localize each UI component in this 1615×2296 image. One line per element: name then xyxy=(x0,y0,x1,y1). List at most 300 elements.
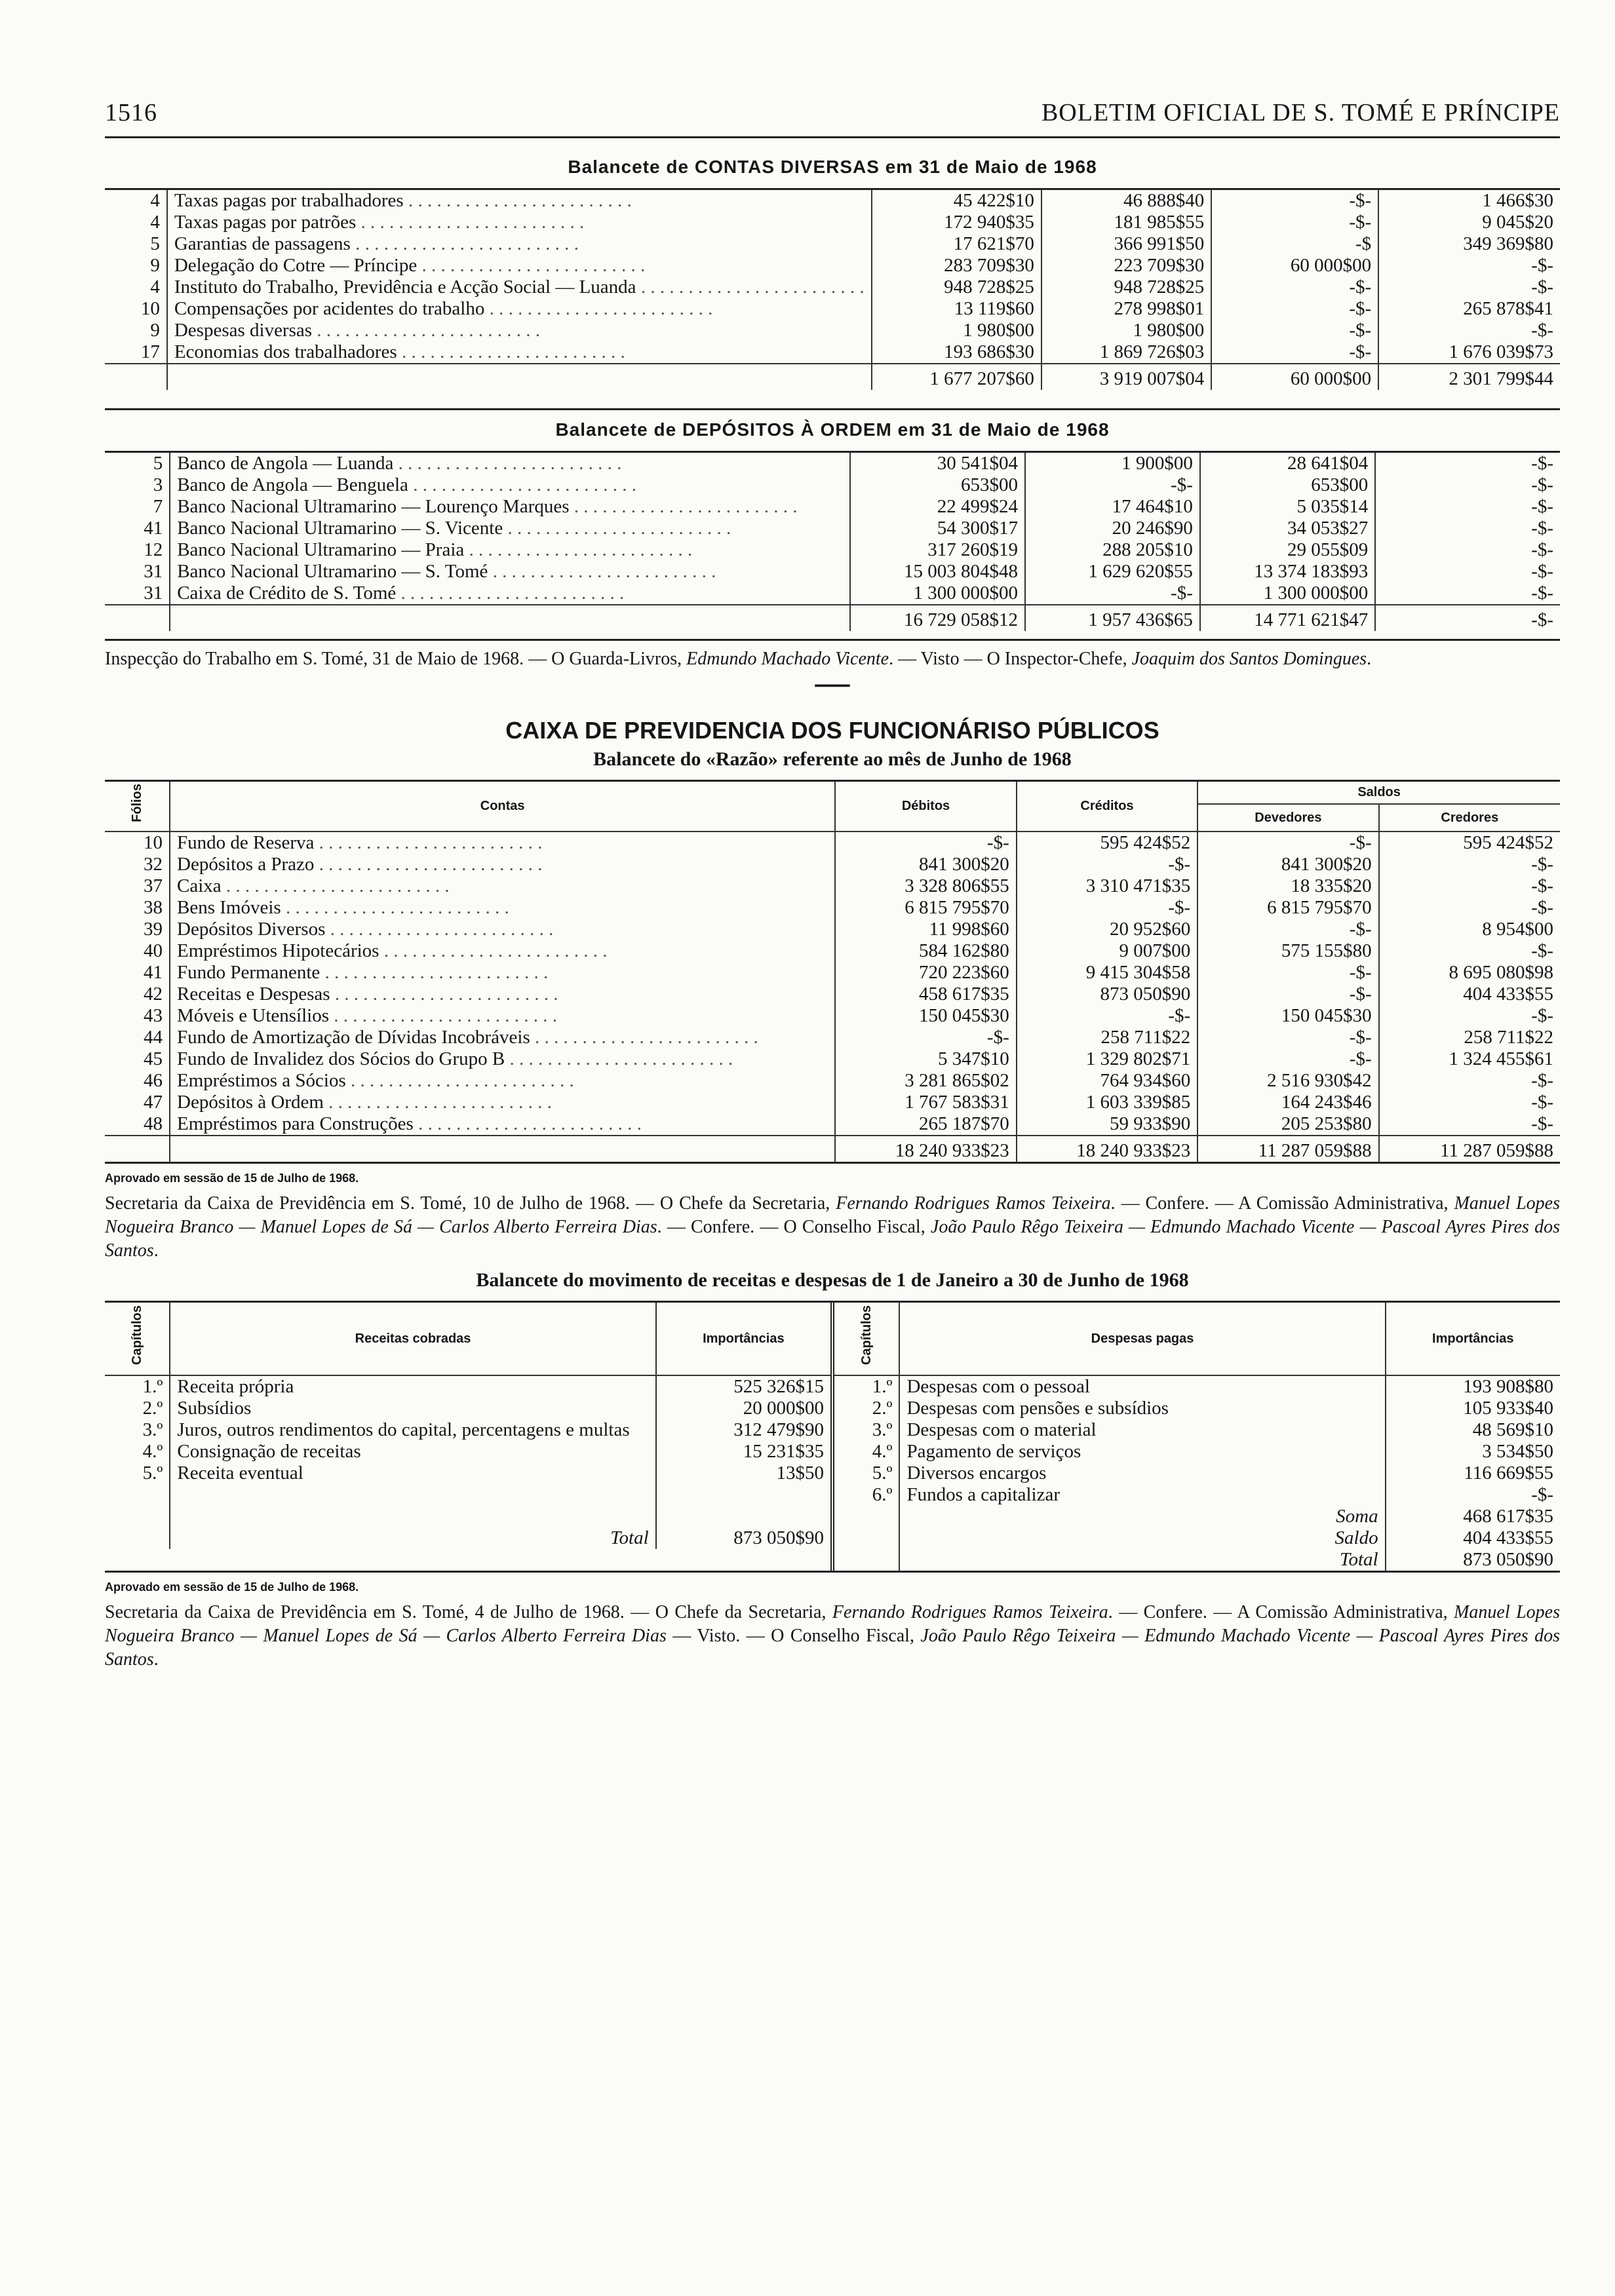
row-value: -$- xyxy=(1375,474,1560,496)
list-item xyxy=(834,1375,1560,1398)
row-value: 1 603 339$85 xyxy=(1017,1092,1197,1113)
table-row xyxy=(105,1048,1560,1070)
caixa-title: CAIXA DE PREVIDENCIA DOS FUNCIONÁRISO PÚBLICOS xyxy=(505,717,1159,744)
debitos-header: Débitos xyxy=(835,781,1016,832)
page xyxy=(105,98,1560,1678)
chapter-description: Receita eventual xyxy=(170,1463,655,1484)
chapter-amount: 13$50 xyxy=(656,1463,830,1484)
row-value: 18 335$20 xyxy=(1197,875,1378,897)
row-value: -$ xyxy=(1211,233,1378,255)
row-code: 9 xyxy=(150,255,160,276)
row-value: 150 045$30 xyxy=(1197,1005,1378,1027)
table-row xyxy=(105,1113,1560,1136)
depositos-ordem-title: Balancete de DEPÓSITOS À ORDEM em 31 de Maio de 1968 xyxy=(105,408,1560,440)
capitulos-header-left: Capítulos xyxy=(129,1305,144,1366)
chapter-number: 2.º xyxy=(142,1398,163,1419)
row-value: 1 869 726$03 xyxy=(1041,341,1211,364)
row-value: -$- xyxy=(1017,1005,1197,1027)
table-row xyxy=(105,854,1560,875)
saldos-header: Saldos xyxy=(1197,781,1560,805)
list-item xyxy=(834,1419,1560,1441)
row-value: -$- xyxy=(1197,1027,1378,1048)
receitas-total-row xyxy=(105,1527,830,1549)
row-account: Fundo Permanente . . . xyxy=(170,962,835,984)
row-value: 13 374 183$93 xyxy=(1200,561,1375,583)
row-value: 258 711$22 xyxy=(1379,1027,1560,1048)
row-account: Depósitos a Prazo . . . xyxy=(170,854,835,875)
table-row xyxy=(105,561,1560,583)
chapter-number: 5.º xyxy=(142,1463,163,1483)
chapter-amount: 525 326$15 xyxy=(656,1375,830,1398)
row-value: 9 045$20 xyxy=(1378,212,1560,233)
despesas-header: Despesas pagas xyxy=(899,1303,1385,1375)
inspecao-signature: Inspecção do Trabalho em S. Tomé, 31 de Maio de 1968. — O Guarda-Livros, Edmundo Machado Vicente. — Visto — O Inspector-Chefe, Joaquim dos Santos Domingues. xyxy=(105,639,1560,671)
row-value: 265 187$70 xyxy=(835,1113,1016,1136)
row-value: -$- xyxy=(1378,255,1560,277)
total-value: 11 287 059$88 xyxy=(1379,1136,1560,1163)
row-value: -$- xyxy=(1017,854,1197,875)
table-row xyxy=(105,341,1560,364)
row-value: -$- xyxy=(1378,320,1560,341)
chapter-description: Diversos encargos xyxy=(899,1463,1385,1484)
total-value: 2 301 799$44 xyxy=(1378,364,1560,390)
row-value: 265 878$41 xyxy=(1378,298,1560,320)
row-value: -$- xyxy=(1017,897,1197,919)
row-code: 3 xyxy=(153,474,163,495)
row-value: 653$00 xyxy=(1200,474,1375,496)
row-code: 4 xyxy=(150,190,160,211)
row-account: Bens Imóveis . . . xyxy=(170,897,835,919)
row-account: Receitas e Despesas . . . xyxy=(170,984,835,1005)
row-value: 764 934$60 xyxy=(1017,1070,1197,1092)
row-value: -$- xyxy=(1379,1092,1560,1113)
devedores-header: Devedores xyxy=(1197,804,1378,832)
list-item xyxy=(834,1484,1560,1506)
row-account: Taxas pagas por trabalhadores . . . xyxy=(167,189,872,212)
chapter-number: 5.º xyxy=(872,1463,893,1483)
chapter-amount: 15 231$35 xyxy=(656,1441,830,1463)
row-code: 48 xyxy=(144,1113,163,1134)
row-value: 17 464$10 xyxy=(1025,496,1200,518)
row-code: 47 xyxy=(144,1092,163,1113)
row-value: 584 162$80 xyxy=(835,940,1016,962)
row-value: 22 499$24 xyxy=(850,496,1025,518)
chapter-description: Consignação de receitas xyxy=(170,1441,655,1463)
chapter-description: Subsídios xyxy=(170,1398,655,1419)
movimento-title: Balancete do movimento de receitas e despesas de 1 de Janeiro a 30 de Junho de 1968 xyxy=(476,1269,1189,1291)
saldo-row xyxy=(834,1527,1560,1549)
row-value: 54 300$17 xyxy=(850,518,1025,539)
row-value: -$- xyxy=(1211,341,1378,364)
row-code: 38 xyxy=(144,897,163,918)
row-value: 20 246$90 xyxy=(1025,518,1200,539)
chapter-number: 3.º xyxy=(872,1419,893,1440)
row-value: 60 000$00 xyxy=(1211,255,1378,277)
table-row xyxy=(105,583,1560,605)
row-value: -$- xyxy=(1197,962,1378,984)
row-account: Economias dos trabalhadores . . . xyxy=(167,341,872,364)
row-value: 15 003 804$48 xyxy=(850,561,1025,583)
row-account: Caixa de Crédito de S. Tomé . . . xyxy=(170,583,849,605)
row-value: -$- xyxy=(1379,897,1560,919)
row-account: Fundo de Amortização de Dívidas Incobráveis . . . xyxy=(170,1027,835,1048)
row-account: Depósitos Diversos . . . xyxy=(170,919,835,940)
row-value: -$- xyxy=(1378,277,1560,298)
movimento-aprovado: Aprovado em sessão de 15 de Julho de 1968. xyxy=(105,1580,359,1594)
razao-signatures: Secretaria da Caixa de Previdência em S. Tomé, 10 de Julho de 1968. — O Chefe da Secretaria, Fernando Rodrigues Ramos Teixeira. — Confere. — A Comissão Administrativa, Manuel Lopes Nogueira Branco — Manuel Lopes de Sá — Carlos Alberto Ferreira Dias. — Confere. — O Conselho Fiscal, João Paulo Rêgo Teixeira — Edmundo Machado Vicente — Pascoal Ayres Pires dos Santos. xyxy=(105,1193,1561,1261)
row-value: 45 422$10 xyxy=(872,189,1041,212)
soma-value: 468 617$35 xyxy=(1386,1506,1560,1527)
row-code: 10 xyxy=(140,298,160,319)
table-row xyxy=(105,233,1560,255)
chapter-description: Receita própria xyxy=(170,1375,655,1398)
row-value: 30 541$04 xyxy=(850,452,1025,475)
row-value: 595 424$52 xyxy=(1017,832,1197,854)
row-value: 59 933$90 xyxy=(1017,1113,1197,1136)
chapter-description: Pagamento de serviços xyxy=(899,1441,1385,1463)
chapter-amount: 20 000$00 xyxy=(656,1398,830,1419)
total-row xyxy=(105,605,1560,631)
total-value: 18 240 933$23 xyxy=(1017,1136,1197,1163)
table-row xyxy=(105,1027,1560,1048)
row-value: 1 629 620$55 xyxy=(1025,561,1200,583)
row-account: Fundo de Reserva . . . xyxy=(170,832,835,854)
row-value: -$- xyxy=(1025,583,1200,605)
chapter-amount: 193 908$80 xyxy=(1386,1375,1560,1398)
row-value: 404 433$55 xyxy=(1379,984,1560,1005)
row-value: -$- xyxy=(1197,1048,1378,1070)
row-value: 1 767 583$31 xyxy=(835,1092,1016,1113)
soma-row xyxy=(834,1506,1560,1527)
receitas-total-value: 873 050$90 xyxy=(656,1527,830,1549)
row-value: -$- xyxy=(1379,1113,1560,1136)
list-item xyxy=(105,1398,830,1419)
chapter-amount: 48 569$10 xyxy=(1386,1419,1560,1441)
row-value: 3 281 865$02 xyxy=(835,1070,1016,1092)
caixa-subtitle: Balancete do «Razão» referente ao mês de Junho de 1968 xyxy=(593,748,1072,770)
row-value: -$- xyxy=(1375,583,1560,605)
despesas-total-value: 873 050$90 xyxy=(1386,1549,1560,1571)
row-account: Móveis e Utensílios . . . xyxy=(170,1005,835,1027)
row-account: Fundo de Invalidez dos Sócios do Grupo B . . . xyxy=(170,1048,835,1070)
saldo-label: Saldo xyxy=(899,1527,1385,1549)
chapter-number: 1.º xyxy=(872,1376,893,1397)
total-row xyxy=(105,364,1560,390)
chapter-number: 4.º xyxy=(872,1441,893,1462)
row-value: 653$00 xyxy=(850,474,1025,496)
row-value: 720 223$60 xyxy=(835,962,1016,984)
total-value: 1 677 207$60 xyxy=(872,364,1041,390)
capitulos-header-right: Capítulos xyxy=(859,1305,874,1366)
receitas-header: Receitas cobradas xyxy=(170,1303,655,1375)
table-row xyxy=(105,832,1560,854)
row-value: -$- xyxy=(1375,496,1560,518)
row-code: 17 xyxy=(140,341,160,362)
row-value: 1 980$00 xyxy=(1041,320,1211,341)
chapter-amount: 116 669$55 xyxy=(1386,1463,1560,1484)
row-value: -$- xyxy=(1197,984,1378,1005)
chapter-description: Despesas com o material xyxy=(899,1419,1385,1441)
row-value: -$- xyxy=(1025,474,1200,496)
table-row xyxy=(105,496,1560,518)
total-value: -$- xyxy=(1375,605,1560,631)
list-item xyxy=(834,1441,1560,1463)
chapter-amount: -$- xyxy=(1386,1484,1560,1506)
row-account: Compensações por acidentes do trabalho . . . xyxy=(167,298,872,320)
row-value: 1 466$30 xyxy=(1378,189,1560,212)
contas-diversas-table xyxy=(105,188,1560,390)
chapter-description: Juros, outros rendimentos do capital, percentagens e multas xyxy=(170,1419,655,1441)
row-value: -$- xyxy=(1379,1005,1560,1027)
row-value: 3 328 806$55 xyxy=(835,875,1016,897)
row-value: 28 641$04 xyxy=(1200,452,1375,475)
table-row xyxy=(105,452,1560,475)
creditos-header: Créditos xyxy=(1017,781,1197,832)
row-code: 10 xyxy=(144,832,163,853)
row-value: 8 695 080$98 xyxy=(1379,962,1560,984)
row-account: Banco Nacional Ultramarino — S. Tomé . . . xyxy=(170,561,849,583)
row-account: Instituto do Trabalho, Previdência e Acção Social — Luanda . . . xyxy=(167,277,872,298)
row-code: 40 xyxy=(144,940,163,961)
row-code: 42 xyxy=(144,984,163,1004)
table-row xyxy=(105,1005,1560,1027)
row-value: 5 347$10 xyxy=(835,1048,1016,1070)
importancias-header-right: Importâncias xyxy=(1386,1303,1560,1375)
contas-header: Contas xyxy=(170,781,835,832)
table-row xyxy=(105,474,1560,496)
row-account: Empréstimos Hipotecários . . . xyxy=(170,940,835,962)
depositos-ordem-table xyxy=(105,451,1560,631)
row-code: 37 xyxy=(144,875,163,896)
row-value: -$- xyxy=(1211,277,1378,298)
list-item xyxy=(834,1463,1560,1484)
list-item xyxy=(105,1463,830,1484)
row-value: 181 985$55 xyxy=(1041,212,1211,233)
row-value: -$- xyxy=(1375,518,1560,539)
row-value: -$- xyxy=(1375,561,1560,583)
table-row xyxy=(105,940,1560,962)
total-row xyxy=(105,1136,1560,1163)
table-row xyxy=(105,984,1560,1005)
total-value: 60 000$00 xyxy=(1211,364,1378,390)
ornament-divider: ━━━━ xyxy=(815,678,850,694)
row-value: -$- xyxy=(1375,452,1560,475)
row-value: 288 205$10 xyxy=(1025,539,1200,561)
row-account: Banco de Angola — Luanda . . . xyxy=(170,452,849,475)
row-account: Garantias de passagens . . . xyxy=(167,233,872,255)
movimento-signatures: Secretaria da Caixa de Previdência em S. Tomé, 4 de Julho de 1968. — O Chefe da Secretaria, Fernando Rodrigues Ramos Teixeira. — Confere. — A Comissão Administrativa, Manuel Lopes Nogueira Branco — Manuel Lopes de Sá — Carlos Alberto Ferreira Dias — Visto. — O Conselho Fiscal, João Paulo Rêgo Teixeira — Edmundo Machado Vicente — Pascoal Ayres Pires dos Santos. xyxy=(105,1602,1560,1670)
row-value: 193 686$30 xyxy=(872,341,1041,364)
row-value: 283 709$30 xyxy=(872,255,1041,277)
saldo-value: 404 433$55 xyxy=(1386,1527,1560,1549)
row-value: 1 324 455$61 xyxy=(1379,1048,1560,1070)
row-account: Delegação do Cotre — Príncipe . . . xyxy=(167,255,872,277)
row-code: 41 xyxy=(144,962,163,983)
row-code: 4 xyxy=(150,277,160,297)
row-value: 841 300$20 xyxy=(835,854,1016,875)
row-value: 349 369$80 xyxy=(1378,233,1560,255)
table-row xyxy=(105,1070,1560,1092)
row-value: -$- xyxy=(1379,854,1560,875)
table-row xyxy=(105,1092,1560,1113)
row-code: 39 xyxy=(144,919,163,940)
row-value: -$- xyxy=(1211,320,1378,341)
row-code: 7 xyxy=(153,496,163,517)
table-row xyxy=(105,277,1560,298)
row-value: 8 954$00 xyxy=(1379,919,1560,940)
row-code: 44 xyxy=(144,1027,163,1048)
row-code: 9 xyxy=(150,320,160,341)
chapter-number: 4.º xyxy=(142,1441,163,1462)
row-value: 13 119$60 xyxy=(872,298,1041,320)
row-value: 29 055$09 xyxy=(1200,539,1375,561)
row-value: 317 260$19 xyxy=(850,539,1025,561)
chapter-number: 6.º xyxy=(872,1484,893,1505)
row-code: 45 xyxy=(144,1048,163,1069)
row-value: 948 728$25 xyxy=(872,277,1041,298)
chapter-amount: 312 479$90 xyxy=(656,1419,830,1441)
row-value: 223 709$30 xyxy=(1041,255,1211,277)
row-value: -$- xyxy=(1379,940,1560,962)
list-item xyxy=(105,1419,830,1441)
row-value: 164 243$46 xyxy=(1197,1092,1378,1113)
row-value: -$- xyxy=(1197,832,1378,854)
row-value: 46 888$40 xyxy=(1041,189,1211,212)
table-row xyxy=(105,919,1560,940)
row-value: 873 050$90 xyxy=(1017,984,1197,1005)
row-account: Banco Nacional Ultramarino — Lourenço Marques . . . xyxy=(170,496,849,518)
row-value: 11 998$60 xyxy=(835,919,1016,940)
row-value: 9 415 304$58 xyxy=(1017,962,1197,984)
page-header xyxy=(105,98,1560,127)
chapter-number: 3.º xyxy=(142,1419,163,1440)
table-row xyxy=(105,875,1560,897)
chapter-number: 2.º xyxy=(872,1398,893,1419)
row-value: 278 998$01 xyxy=(1041,298,1211,320)
row-value: 1 300 000$00 xyxy=(1200,583,1375,605)
row-value: 150 045$30 xyxy=(835,1005,1016,1027)
row-value: 258 711$22 xyxy=(1017,1027,1197,1048)
chapter-number: 1.º xyxy=(142,1376,163,1397)
chapter-description: Fundos a capitalizar xyxy=(899,1484,1385,1506)
receitas-total-label: Total xyxy=(170,1527,655,1549)
row-account: Despesas diversas . . . xyxy=(167,320,872,341)
row-account: Banco Nacional Ultramarino — Praia . . . xyxy=(170,539,849,561)
page-number: 1516 xyxy=(105,99,157,126)
row-code: 46 xyxy=(144,1070,163,1091)
row-value: 948 728$25 xyxy=(1041,277,1211,298)
row-value: 5 035$14 xyxy=(1200,496,1375,518)
row-code: 5 xyxy=(150,233,160,254)
contas-diversas-title: Balancete de CONTAS DIVERSAS em 31 de Maio de 1968 xyxy=(568,157,1097,177)
table-row xyxy=(105,298,1560,320)
razao-aprovado: Aprovado em sessão de 15 de Julho de 1968. xyxy=(105,1172,359,1185)
row-value: -$- xyxy=(1379,875,1560,897)
row-value: 2 516 930$42 xyxy=(1197,1070,1378,1092)
importancias-header-left: Importâncias xyxy=(656,1303,830,1375)
despesas-total-row xyxy=(834,1549,1560,1571)
list-item xyxy=(834,1398,1560,1419)
row-value: 6 815 795$70 xyxy=(1197,897,1378,919)
table-row xyxy=(105,320,1560,341)
publication-title: BOLETIM OFICIAL DE S. TOMÉ E PRÍNCIPE xyxy=(1041,99,1560,126)
list-item xyxy=(105,1441,830,1463)
row-value: -$- xyxy=(835,1027,1016,1048)
row-code: 41 xyxy=(144,518,163,539)
row-value: -$- xyxy=(1379,1070,1560,1092)
row-value: 458 617$35 xyxy=(835,984,1016,1005)
folios-header: Fólios xyxy=(129,783,144,822)
row-code: 12 xyxy=(144,539,163,560)
row-value: -$- xyxy=(1211,212,1378,233)
soma-label: Soma xyxy=(899,1506,1385,1527)
list-item xyxy=(105,1375,830,1398)
row-account: Depósitos à Ordem . . . xyxy=(170,1092,835,1113)
total-value: 18 240 933$23 xyxy=(835,1136,1016,1163)
table-row xyxy=(105,189,1560,212)
row-value: 6 815 795$70 xyxy=(835,897,1016,919)
row-account: Caixa . . . xyxy=(170,875,835,897)
row-value: 1 676 039$73 xyxy=(1378,341,1560,364)
table-row xyxy=(105,539,1560,561)
total-value: 14 771 621$47 xyxy=(1200,605,1375,631)
row-account: Banco Nacional Ultramarino — S. Vicente . . . xyxy=(170,518,849,539)
row-value: 17 621$70 xyxy=(872,233,1041,255)
row-value: 9 007$00 xyxy=(1017,940,1197,962)
table-row xyxy=(105,897,1560,919)
row-account: Empréstimos a Sócios . . . xyxy=(170,1070,835,1092)
row-value: -$- xyxy=(1375,539,1560,561)
row-value: 841 300$20 xyxy=(1197,854,1378,875)
table-row xyxy=(105,212,1560,233)
row-value: 205 253$80 xyxy=(1197,1113,1378,1136)
row-account: Empréstimos para Construções . . . xyxy=(170,1113,835,1136)
row-code: 43 xyxy=(144,1005,163,1026)
row-code: 4 xyxy=(150,212,160,233)
row-code: 32 xyxy=(144,854,163,875)
row-value: 1 980$00 xyxy=(872,320,1041,341)
row-value: 1 329 802$71 xyxy=(1017,1048,1197,1070)
total-value: 1 957 436$65 xyxy=(1025,605,1200,631)
row-value: 1 900$00 xyxy=(1025,452,1200,475)
chapter-amount: 3 534$50 xyxy=(1386,1441,1560,1463)
total-value: 11 287 059$88 xyxy=(1197,1136,1378,1163)
movimento-table xyxy=(105,1301,1560,1573)
total-value: 3 919 007$04 xyxy=(1041,364,1211,390)
receitas-table xyxy=(105,1303,830,1549)
despesas-table xyxy=(834,1303,1560,1571)
chapter-description: Despesas com o pessoal xyxy=(899,1375,1385,1398)
row-account: Banco de Angola — Benguela . . . xyxy=(170,474,849,496)
row-value: 1 300 000$00 xyxy=(850,583,1025,605)
despesas-total-label: Total xyxy=(899,1549,1385,1571)
row-value: 366 991$50 xyxy=(1041,233,1211,255)
row-value: -$- xyxy=(1197,919,1378,940)
row-value: 575 155$80 xyxy=(1197,940,1378,962)
table-row xyxy=(105,518,1560,539)
chapter-amount: 105 933$40 xyxy=(1386,1398,1560,1419)
row-value: 595 424$52 xyxy=(1379,832,1560,854)
chapter-description: Despesas com pensões e subsídios xyxy=(899,1398,1385,1419)
row-value: 3 310 471$35 xyxy=(1017,875,1197,897)
row-account: Taxas pagas por patrões . . . xyxy=(167,212,872,233)
total-value: 16 729 058$12 xyxy=(850,605,1025,631)
row-value: 172 940$35 xyxy=(872,212,1041,233)
row-code: 31 xyxy=(144,561,163,582)
row-value: -$- xyxy=(1211,298,1378,320)
row-code: 5 xyxy=(153,453,163,474)
row-code: 31 xyxy=(144,583,163,603)
